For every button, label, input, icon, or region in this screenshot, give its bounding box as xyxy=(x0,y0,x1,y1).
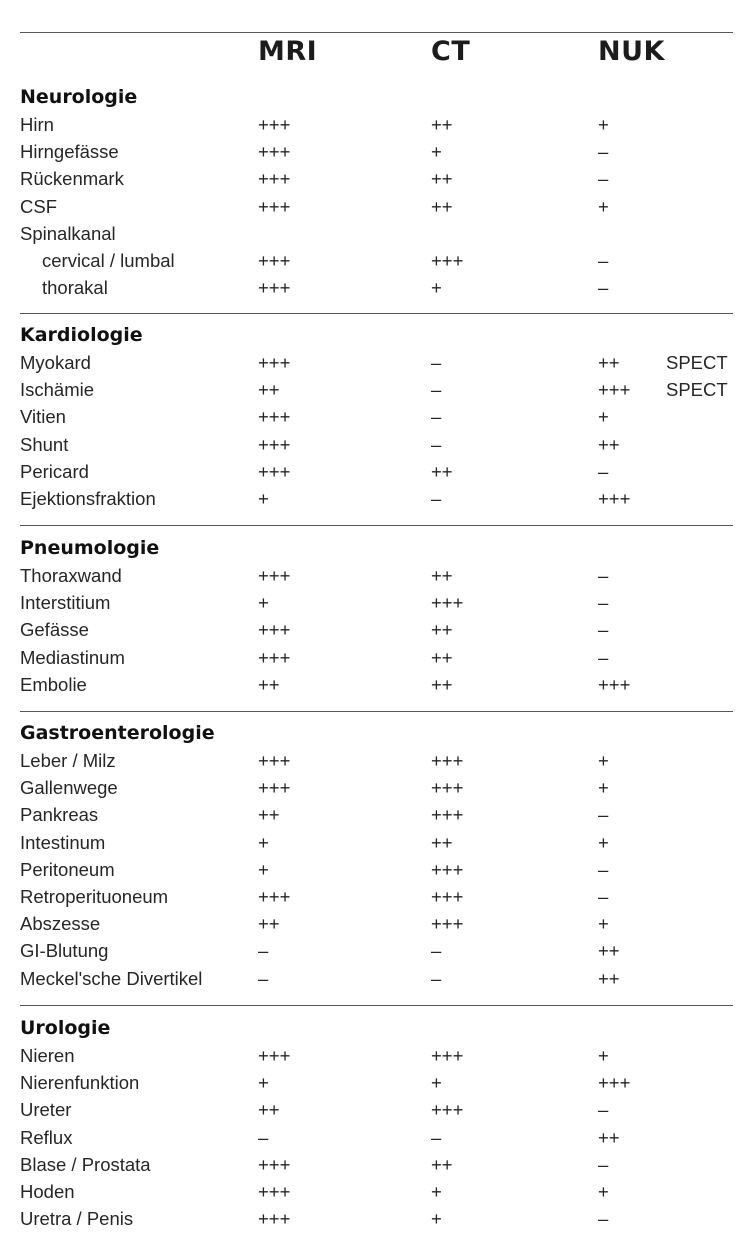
row-label: Intestinum xyxy=(20,831,106,853)
row-note: SPECT xyxy=(666,379,728,401)
row-label: Nieren xyxy=(20,1045,75,1066)
nuk-rating: ++ xyxy=(598,433,620,455)
ct-rating: +++ xyxy=(431,750,464,771)
table-row xyxy=(0,774,750,801)
nuk-rating: – xyxy=(598,592,609,614)
row-label: Spinalkanal xyxy=(20,222,116,244)
row-label: Pericard xyxy=(20,460,89,482)
mri-rating: – xyxy=(258,940,269,962)
ct-rating: ++ xyxy=(431,195,453,217)
mri-rating: +++ xyxy=(258,352,291,373)
ct-rating: +++ xyxy=(431,1045,464,1066)
table-row xyxy=(0,138,750,165)
table-row xyxy=(0,589,750,616)
section-title: Neurologie xyxy=(20,86,138,108)
table-row xyxy=(0,644,750,671)
section-divider xyxy=(20,313,733,314)
mri-rating: +++ xyxy=(258,141,291,163)
mri-rating: ++ xyxy=(258,673,280,695)
table-row xyxy=(0,616,750,643)
mri-rating: +++ xyxy=(258,750,291,771)
mri-rating: +++ xyxy=(258,1153,291,1175)
nuk-rating: + xyxy=(598,750,609,771)
ct-rating: + xyxy=(431,141,442,163)
section-title: Urologie xyxy=(20,1017,111,1039)
ct-rating: +++ xyxy=(431,592,464,614)
ct-rating: ++ xyxy=(431,168,453,190)
row-label: Peritoneum xyxy=(20,858,115,880)
ct-rating: ++ xyxy=(431,673,453,695)
ct-rating: ++ xyxy=(431,565,453,586)
mri-rating: +++ xyxy=(258,1208,291,1230)
ct-rating: – xyxy=(431,379,442,401)
mri-rating: +++ xyxy=(258,168,291,190)
ct-rating: – xyxy=(431,1126,442,1148)
mri-rating: + xyxy=(258,831,269,853)
section-divider xyxy=(20,525,733,526)
row-label: Nierenfunktion xyxy=(20,1072,140,1094)
row-label: thorakal xyxy=(42,277,108,299)
table-row xyxy=(0,747,750,774)
nuk-rating: – xyxy=(598,1099,609,1121)
nuk-rating: ++ xyxy=(598,352,620,373)
row-label: Meckel'sche Divertikel xyxy=(20,967,203,989)
nuk-rating: + xyxy=(598,1045,609,1066)
nuk-rating: + xyxy=(598,406,609,428)
mri-rating: +++ xyxy=(258,406,291,428)
table-row xyxy=(0,193,750,220)
mri-rating: +++ xyxy=(258,777,291,799)
table-row xyxy=(0,1042,750,1069)
nuk-rating: +++ xyxy=(598,673,631,695)
table-row xyxy=(0,247,750,274)
mri-rating: +++ xyxy=(258,886,291,907)
table-row xyxy=(0,1069,750,1096)
section-title: Pneumologie xyxy=(20,537,160,559)
ct-rating: – xyxy=(431,488,442,509)
nuk-rating: – xyxy=(598,1153,609,1175)
ct-rating: – xyxy=(431,940,442,962)
table-row xyxy=(0,856,750,883)
nuk-rating: + xyxy=(598,195,609,217)
nuk-rating: – xyxy=(598,168,609,190)
table-row xyxy=(0,274,750,301)
nuk-rating: – xyxy=(598,277,609,299)
row-label: Blase / Prostata xyxy=(20,1153,151,1175)
ct-rating: +++ xyxy=(431,804,464,826)
ct-rating: – xyxy=(431,406,442,428)
table-row xyxy=(0,829,750,856)
mri-rating: +++ xyxy=(258,565,291,586)
mri-rating: +++ xyxy=(258,195,291,217)
row-label: Leber / Milz xyxy=(20,750,116,771)
ct-rating: ++ xyxy=(431,831,453,853)
table-row xyxy=(0,562,750,589)
nuk-rating: + xyxy=(598,913,609,935)
ct-rating: + xyxy=(431,1208,442,1230)
row-label: Gefässe xyxy=(20,619,89,641)
table-row xyxy=(0,965,750,992)
ct-rating: ++ xyxy=(431,460,453,482)
table-row xyxy=(0,403,750,430)
row-label: Hirn xyxy=(20,114,54,135)
nuk-rating: – xyxy=(598,141,609,163)
ct-rating: ++ xyxy=(431,1153,453,1175)
ct-rating: +++ xyxy=(431,1099,464,1121)
mri-rating: + xyxy=(258,858,269,880)
mri-rating: +++ xyxy=(258,114,291,135)
row-label: Vitien xyxy=(20,406,66,428)
section-title: Gastroenterologie xyxy=(20,722,215,744)
row-label: Hoden xyxy=(20,1181,75,1202)
row-label: Hirngefässe xyxy=(20,141,119,163)
table-row xyxy=(0,1124,750,1151)
row-label: Thoraxwand xyxy=(20,565,122,586)
ct-rating: ++ xyxy=(431,114,453,135)
ct-rating: ++ xyxy=(431,646,453,668)
nuk-rating: ++ xyxy=(598,940,620,962)
ct-rating: +++ xyxy=(431,913,464,935)
table-row xyxy=(0,111,750,138)
nuk-rating: – xyxy=(598,250,609,271)
section-divider xyxy=(20,1005,733,1006)
row-label: Ejektionsfraktion xyxy=(20,488,156,509)
section-divider xyxy=(20,711,733,712)
row-label: Ureter xyxy=(20,1099,72,1121)
mri-rating: +++ xyxy=(258,1045,291,1066)
table-row xyxy=(0,937,750,964)
mri-rating: – xyxy=(258,1126,269,1148)
mri-rating: ++ xyxy=(258,1099,280,1121)
row-label: Rückenmark xyxy=(20,168,124,190)
ct-rating: – xyxy=(431,967,442,989)
table-row xyxy=(0,349,750,376)
row-label: Retroperituoneum xyxy=(20,886,169,907)
table-header xyxy=(0,34,750,74)
row-label: Embolie xyxy=(20,673,87,695)
mri-rating: + xyxy=(258,488,269,509)
nuk-rating: +++ xyxy=(598,1072,631,1094)
column-header-mri: MRI xyxy=(258,36,318,67)
nuk-rating: – xyxy=(598,646,609,668)
row-label: cervical / lumbal xyxy=(42,250,175,271)
mri-rating: + xyxy=(258,592,269,614)
nuk-rating: + xyxy=(598,1181,609,1202)
mri-rating: +++ xyxy=(258,460,291,482)
table-row xyxy=(0,485,750,512)
mri-rating: +++ xyxy=(258,646,291,668)
ct-rating: – xyxy=(431,352,442,373)
mri-rating: – xyxy=(258,967,269,989)
nuk-rating: + xyxy=(598,114,609,135)
row-label: Pankreas xyxy=(20,804,99,826)
table-row xyxy=(0,910,750,937)
table-row xyxy=(0,1151,750,1178)
row-label: Gallenwege xyxy=(20,777,118,799)
nuk-rating: ++ xyxy=(598,1126,620,1148)
top-rule xyxy=(20,32,733,33)
section-title: Kardiologie xyxy=(20,324,143,346)
ct-rating: + xyxy=(431,277,442,299)
ct-rating: +++ xyxy=(431,250,464,271)
row-note: SPECT xyxy=(666,352,728,373)
table-row xyxy=(0,431,750,458)
nuk-rating: – xyxy=(598,804,609,826)
table-row xyxy=(0,220,750,247)
nuk-rating: – xyxy=(598,619,609,641)
mri-rating: +++ xyxy=(258,1181,291,1202)
mri-rating: ++ xyxy=(258,804,280,826)
nuk-rating: – xyxy=(598,886,609,907)
nuk-rating: +++ xyxy=(598,379,631,401)
nuk-rating: +++ xyxy=(598,488,631,509)
table-row xyxy=(0,458,750,485)
row-label: Myokard xyxy=(20,352,91,373)
ct-rating: + xyxy=(431,1181,442,1202)
table-row xyxy=(0,376,750,403)
row-label: Reflux xyxy=(20,1126,73,1148)
nuk-rating: + xyxy=(598,777,609,799)
mri-rating: +++ xyxy=(258,619,291,641)
mri-rating: + xyxy=(258,1072,269,1094)
mri-rating: +++ xyxy=(258,433,291,455)
ct-rating: +++ xyxy=(431,886,464,907)
table-row xyxy=(0,1096,750,1123)
row-label: Uretra / Penis xyxy=(20,1208,134,1230)
mri-rating: ++ xyxy=(258,913,280,935)
table-row xyxy=(0,165,750,192)
ct-rating: +++ xyxy=(431,858,464,880)
nuk-rating: – xyxy=(598,1208,609,1230)
ct-rating: – xyxy=(431,433,442,455)
row-label: Ischämie xyxy=(20,379,95,401)
row-label: GI-Blutung xyxy=(20,940,109,962)
mri-rating: ++ xyxy=(258,379,280,401)
nuk-rating: ++ xyxy=(598,967,620,989)
mri-rating: +++ xyxy=(258,277,291,299)
row-label: Mediastinum xyxy=(20,646,125,668)
table-row xyxy=(0,801,750,828)
table-row xyxy=(0,883,750,910)
table-row xyxy=(0,1205,750,1232)
nuk-rating: – xyxy=(598,460,609,482)
nuk-rating: – xyxy=(598,565,609,586)
ct-rating: + xyxy=(431,1072,442,1094)
nuk-rating: – xyxy=(598,858,609,880)
table-row xyxy=(0,1178,750,1205)
mri-rating: +++ xyxy=(258,250,291,271)
nuk-rating: + xyxy=(598,831,609,853)
row-label: CSF xyxy=(20,195,57,217)
column-header-nuk: NUK xyxy=(598,36,665,67)
row-label: Shunt xyxy=(20,433,69,455)
column-header-ct: CT xyxy=(431,36,471,67)
row-label: Abszesse xyxy=(20,913,101,935)
ct-rating: ++ xyxy=(431,619,453,641)
ct-rating: +++ xyxy=(431,777,464,799)
row-label: Interstitium xyxy=(20,592,111,614)
table-row xyxy=(0,671,750,698)
